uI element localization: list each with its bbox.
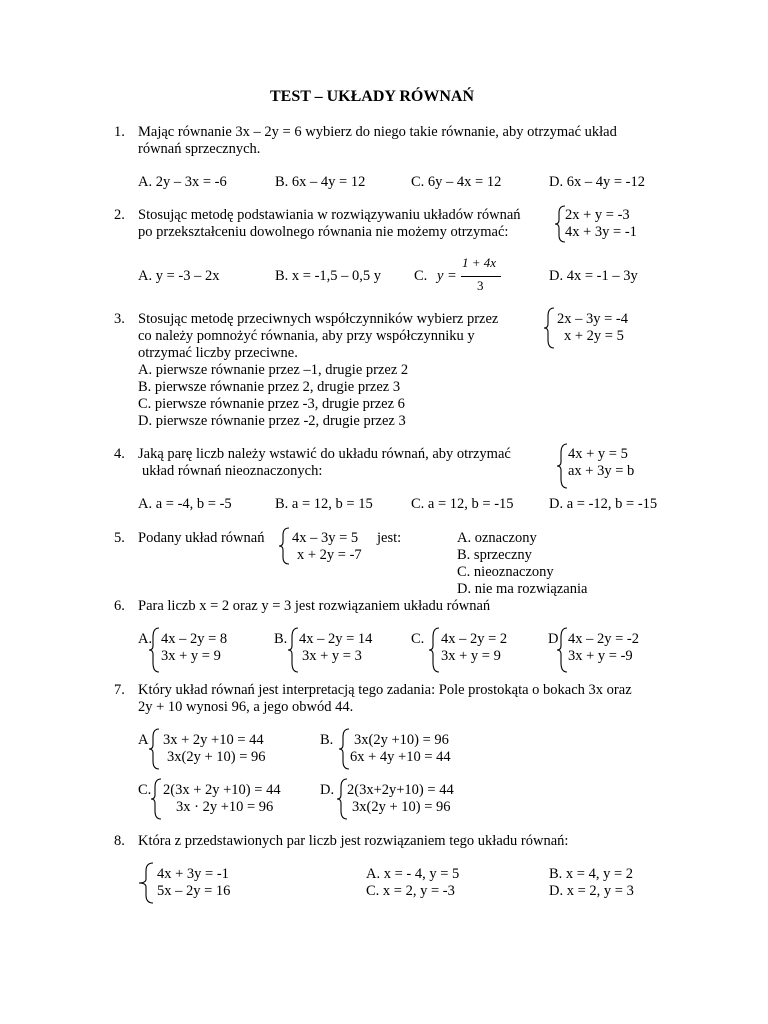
fraction-numerator: 1 + 4x — [462, 255, 497, 270]
question-number: 4. — [114, 446, 125, 462]
question-text: Stosując metodę przeciwnych współczynników wybierz przez — [138, 311, 499, 327]
system-equation: 3x + y = -9 — [568, 648, 633, 664]
system-equation: 3x + y = 9 — [161, 648, 221, 664]
option-d: D. 6x – 4y = -12 — [549, 174, 645, 190]
system-equation: 3x(2y + 10) = 96 — [352, 799, 451, 815]
question-text: 2y + 10 wynosi 96, a jego obwód 44. — [138, 699, 354, 715]
question-text: układ równań nieoznaczonych: — [142, 463, 323, 479]
system-equation: 4x + 3y = -1 — [565, 224, 637, 240]
option-c: C. — [414, 268, 428, 284]
question-number: 1. — [114, 124, 125, 140]
option-c: C. x = 2, y = -3 — [366, 883, 455, 899]
system-equation: 4x + 3y = -1 — [157, 866, 229, 882]
option-b: B. pierwsze równanie przez 2, drugie przez 3 — [138, 379, 401, 395]
option-a: A. 2y – 3x = -6 — [138, 174, 227, 190]
option-d: D. nie ma rozwiązania — [457, 581, 588, 597]
system-brace — [148, 728, 160, 770]
option-c: C. 6y – 4x = 12 — [411, 174, 502, 190]
system-equation: 6x + 4y +10 = 44 — [350, 749, 451, 765]
system-brace — [338, 728, 350, 770]
option-c-label: C. — [411, 631, 425, 647]
question-text: Para liczb x = 2 oraz y = 3 jest rozwiązaniem układu równań — [138, 598, 491, 614]
question-text: Stosując metodę podstawiania w rozwiązywaniu układów równań — [138, 207, 521, 223]
system-brace — [278, 527, 290, 565]
system-equation: 3x · 2y +10 = 96 — [176, 799, 274, 815]
system-equation: 4x + y = 5 — [568, 446, 628, 462]
question-number: 2. — [114, 207, 125, 223]
system-equation: x + 2y = -7 — [297, 547, 362, 563]
option-b: B. sprzeczny — [457, 547, 532, 563]
question-text: Która z przedstawionych par liczb jest rozwiązaniem tego układu równań: — [138, 833, 569, 849]
page-title: TEST – UKŁADY RÓWNAŃ — [270, 88, 475, 105]
system-equation: 3x + 2y +10 = 44 — [163, 732, 264, 748]
option-b-label: B. — [274, 631, 288, 647]
option-b: B. 6x – 4y = 12 — [275, 174, 366, 190]
option-b: B. x = 4, y = 2 — [549, 866, 634, 882]
system-brace — [148, 627, 160, 673]
question-number: 5. — [114, 530, 125, 546]
system-brace — [287, 627, 299, 673]
system-equation: 4x – 2y = 2 — [441, 631, 508, 647]
option-d-label: D — [548, 631, 559, 647]
system-equation: x + 2y = 5 — [564, 328, 624, 344]
question-number: 7. — [114, 682, 125, 698]
system-equation: 4x – 3y = 5 — [292, 530, 359, 546]
option-a: A. oznaczony — [457, 530, 537, 546]
fraction-denominator: 3 — [477, 278, 484, 293]
system-equation: 4x – 2y = 14 — [299, 631, 373, 647]
option-c-label: C. — [138, 782, 152, 798]
option-d: D. pierwsze równanie przez -2, drugie przez 3 — [138, 413, 406, 429]
option-c: C. pierwsze równanie przez -3, drugie przez 6 — [138, 396, 405, 412]
option-a-label: A — [138, 732, 149, 748]
system-equation: 2x – 3y = -4 — [557, 311, 629, 327]
question-number: 8. — [114, 833, 125, 849]
option-a: A. pierwsze równanie przez –1, drugie przez 2 — [138, 362, 409, 378]
option-b: B. a = 12, b = 15 — [275, 496, 373, 512]
question-text: jest: — [377, 530, 402, 546]
option-b: B. x = -1,5 – 0,5 y — [275, 268, 382, 284]
system-brace — [150, 778, 162, 820]
option-c: C. a = 12, b = -15 — [411, 496, 514, 512]
question-text: Który układ równań jest interpretacją tego zadania: Pole prostokąta o bokach 3x oraz — [138, 682, 632, 698]
system-brace — [543, 307, 555, 349]
question-text: Podany układ równań — [138, 530, 265, 546]
question-text: Jaką parę liczb należy wstawić do układu równań, aby otrzymać — [138, 446, 511, 462]
system-brace — [556, 627, 568, 673]
system-brace — [428, 627, 440, 673]
system-equation: 4x – 2y = -2 — [568, 631, 640, 647]
system-equation: 5x – 2y = 16 — [157, 883, 231, 899]
system-equation: 2(3x + 2y +10) = 44 — [163, 782, 281, 798]
system-equation: 3x + y = 9 — [441, 648, 501, 664]
question-text: równań sprzecznych. — [138, 141, 261, 157]
system-equation: 3x(2y + 10) = 96 — [167, 749, 266, 765]
option-a: A. a = -4, b = -5 — [138, 496, 232, 512]
fraction-lhs: y = — [437, 268, 457, 284]
system-equation: 3x + y = 3 — [302, 648, 362, 664]
question-text: Mając równanie 3x – 2y = 6 wybierz do niego takie równanie, aby otrzymać układ — [138, 124, 617, 140]
question-text: co należy pomnożyć równania, aby przy współczynniku y — [138, 328, 475, 344]
option-d: D. 4x = -1 – 3y — [549, 268, 638, 284]
system-equation: ax + 3y = b — [568, 463, 635, 479]
option-d: D. a = -12, b = -15 — [549, 496, 658, 512]
option-c: C. nieoznaczony — [457, 564, 554, 580]
option-d: D. x = 2, y = 3 — [549, 883, 634, 899]
system-brace — [138, 862, 154, 904]
option-a: A. x = - 4, y = 5 — [366, 866, 460, 882]
system-brace — [556, 443, 568, 489]
system-equation: 3x(2y +10) = 96 — [354, 732, 449, 748]
option-b-label: B. — [320, 732, 334, 748]
question-number: 6. — [114, 598, 125, 614]
option-d-label: D. — [320, 782, 335, 798]
system-equation: 4x – 2y = 8 — [161, 631, 228, 647]
question-text: po przekształceniu dowolnego równania nie możemy otrzymać: — [138, 224, 509, 240]
system-equation: 2x + y = -3 — [565, 207, 630, 223]
question-number: 3. — [114, 311, 125, 327]
question-text: otrzymać liczby przeciwne. — [138, 345, 298, 361]
fraction-bar — [461, 276, 501, 277]
option-a: A. y = -3 – 2x — [138, 268, 220, 284]
option-a-label: A. — [138, 631, 153, 647]
system-equation: 2(3x+2y+10) = 44 — [347, 782, 454, 798]
